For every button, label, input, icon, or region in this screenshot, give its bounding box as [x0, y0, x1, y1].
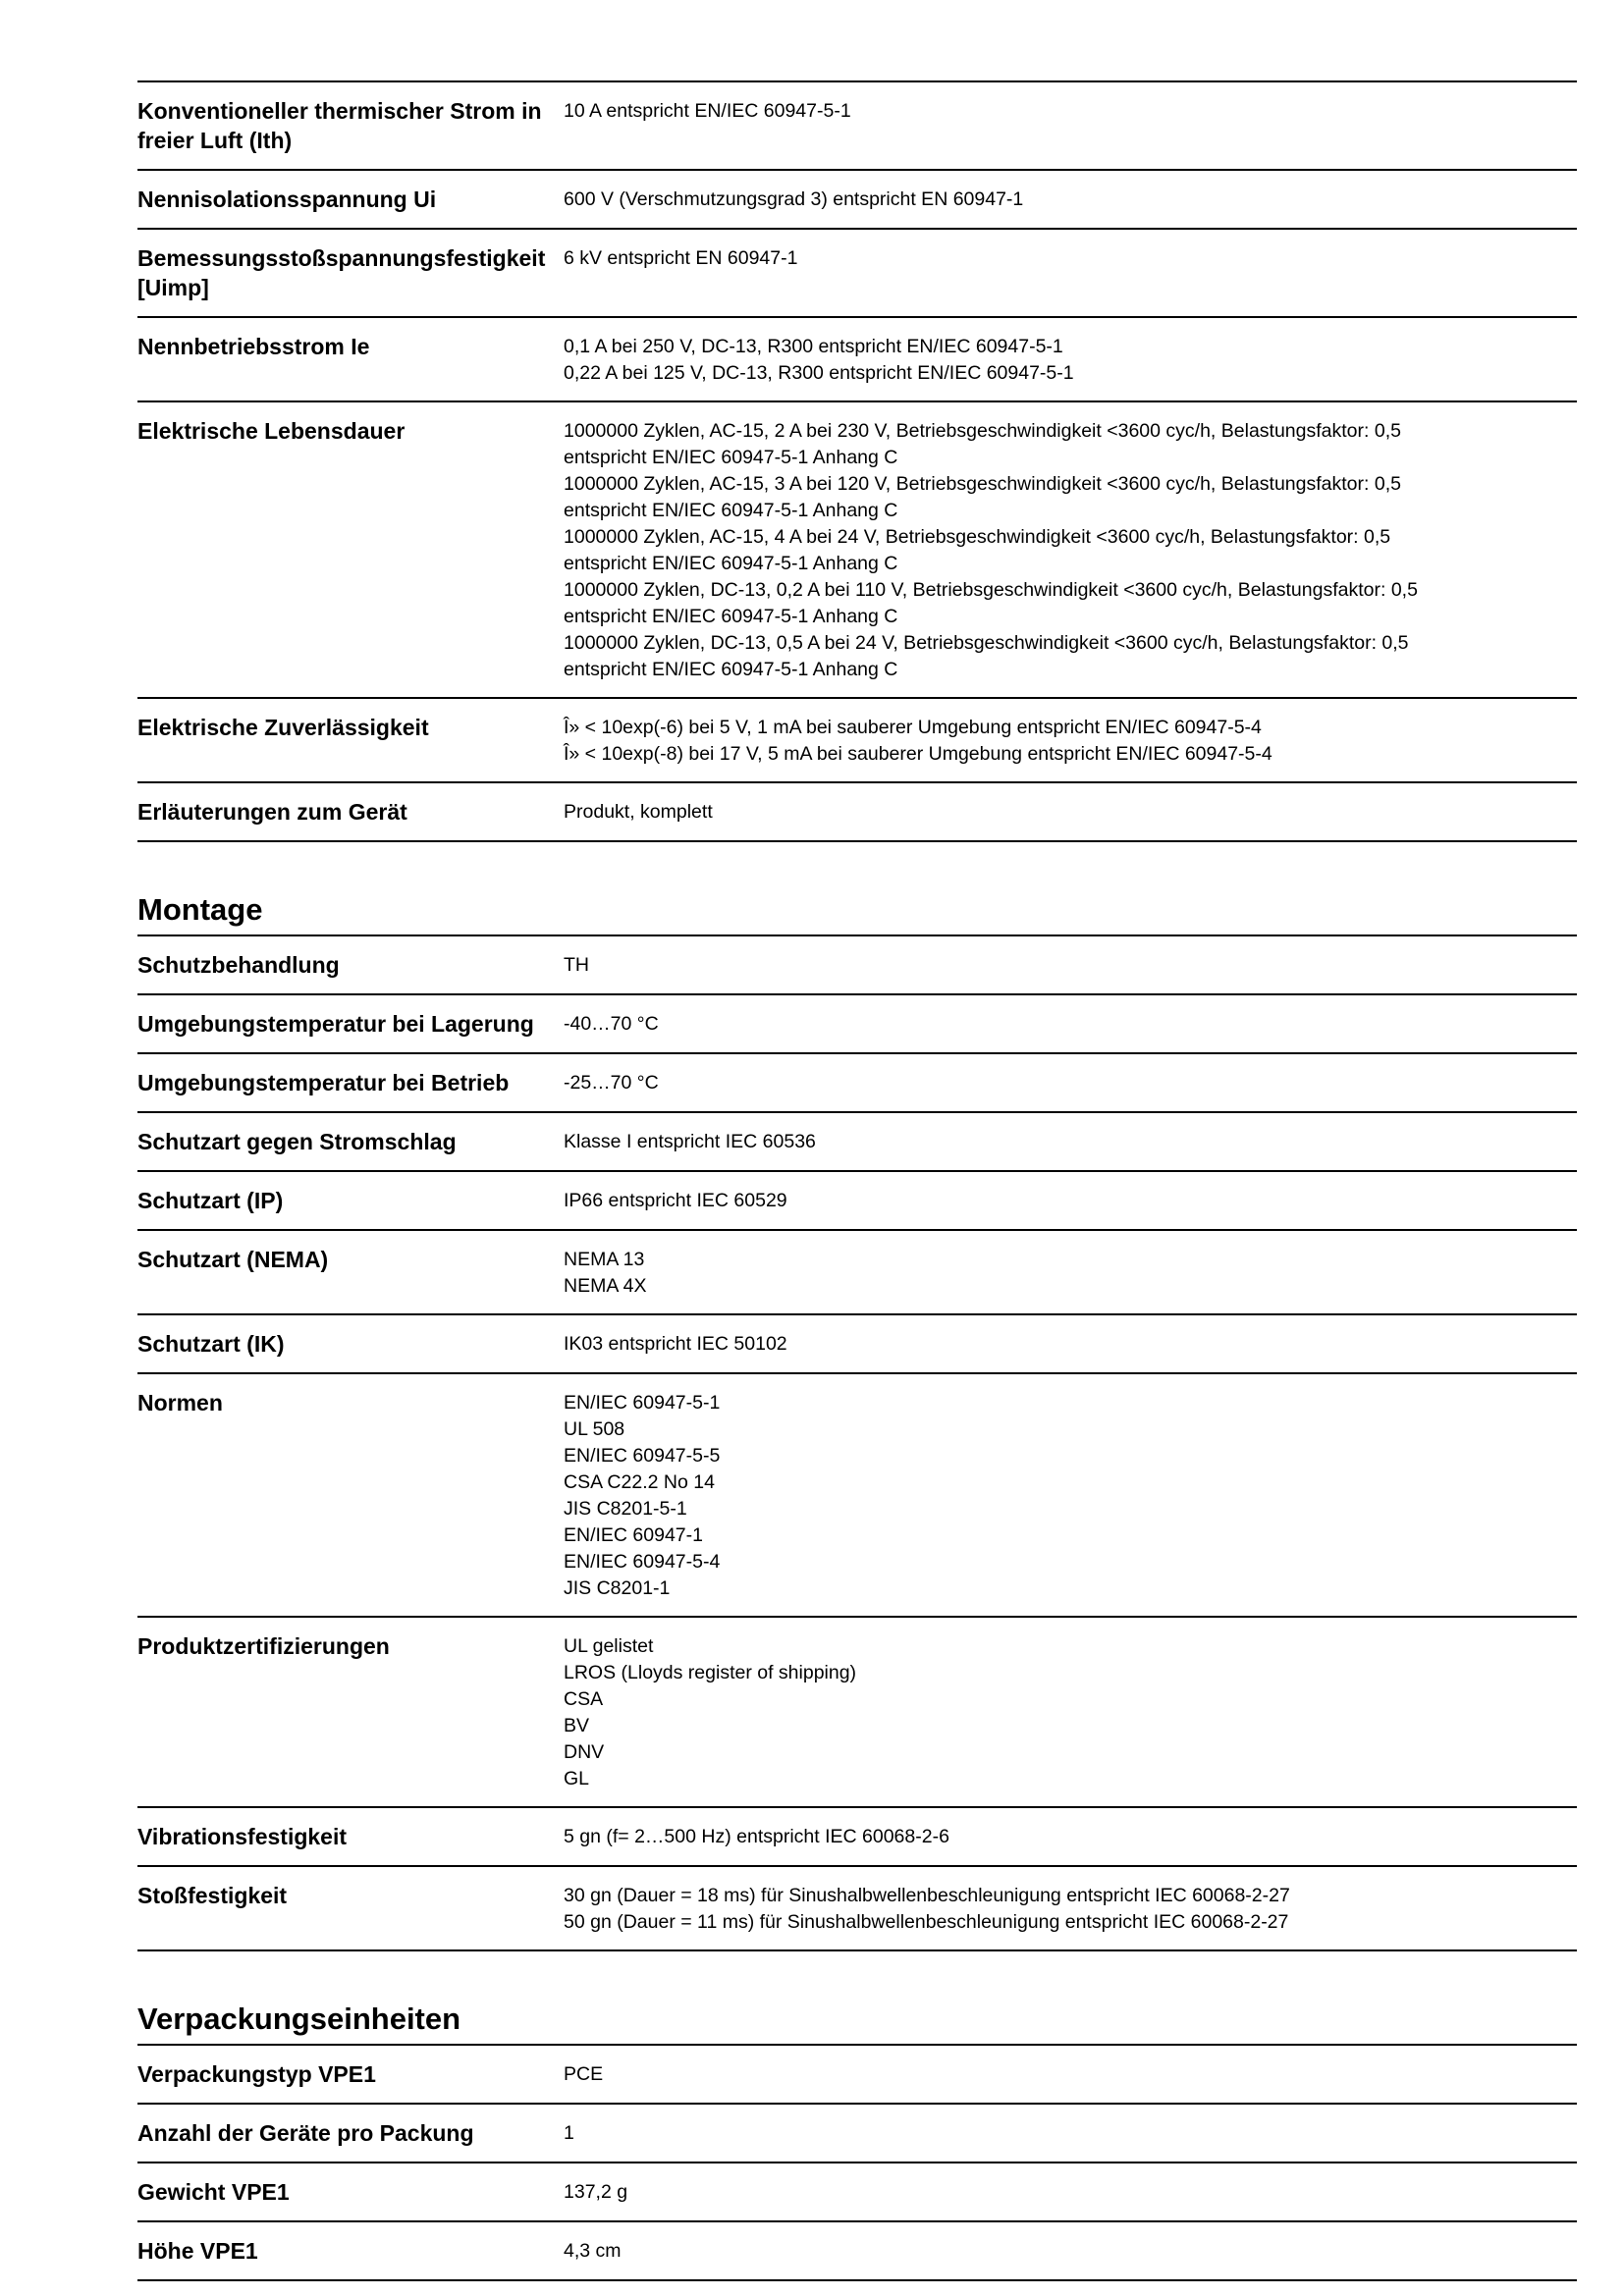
spec-row: [137, 783, 1577, 842]
spec-values: [564, 416, 1577, 683]
spec-value-line: UL 508: [564, 1418, 625, 1440]
spec-value-line: -40…70 °C: [564, 1013, 659, 1035]
spec-value-line: entspricht EN/IEC 60947-5-1 Anhang C: [564, 500, 898, 521]
spec-value-line: GL: [564, 1768, 590, 1789]
spec-value-line: entspricht EN/IEC 60947-5-1 Anhang C: [564, 659, 898, 680]
spec-value-line: NEMA 4X: [564, 1275, 647, 1297]
spec-value-line: entspricht EN/IEC 60947-5-1 Anhang C: [564, 606, 898, 627]
spec-value-line: 4,3 cm: [564, 2240, 622, 2262]
spec-row: [137, 2222, 1577, 2281]
spec-value-line: UL gelistet: [564, 1635, 654, 1657]
spec-value-line: -25…70 °C: [564, 1072, 659, 1094]
spec-value-line: CSA: [564, 1688, 604, 1710]
montage-section: [137, 891, 1577, 1951]
spec-value-line: EN/IEC 60947-5-5: [564, 1445, 721, 1467]
spec-values: [564, 1127, 1577, 1156]
spec-row: [137, 1374, 1577, 1618]
spec-values: [564, 950, 1577, 980]
spec-values: [564, 1245, 1577, 1300]
spec-value-line: 0,1 A bei 250 V, DC-13, R300 entspricht EN/IEC 60947-5-1: [564, 336, 1063, 357]
spec-value-line: Klasse I entspricht IEC 60536: [564, 1131, 816, 1152]
spec-row: [137, 1618, 1577, 1808]
montage-title: Montage: [137, 891, 1577, 936]
spec-value-line: CSA C22.2 No 14: [564, 1471, 715, 1493]
spec-value-line: JIS C8201-1: [564, 1577, 671, 1599]
spec-row: [137, 1315, 1577, 1374]
spec-row: [137, 2105, 1577, 2163]
spec-value-line: EN/IEC 60947-5-4: [564, 1551, 721, 1573]
spec-sheet: [137, 80, 1577, 2281]
spec-row: [137, 1113, 1577, 1172]
spec-values: [564, 1881, 1577, 1936]
spec-label: Elektrische Lebensdauer: [137, 418, 406, 444]
spec-value-line: BV: [564, 1715, 590, 1736]
spec-value-line: Produkt, komplett: [564, 801, 713, 823]
spec-label: Verpackungstyp VPE1: [137, 2061, 376, 2087]
spec-value-line: 1000000 Zyklen, DC-13, 0,2 A bei 110 V, Betriebsgeschwindigkeit <3600 cyc/h, Belastungsfaktor: 0,5: [564, 579, 1418, 601]
spec-label: Konventioneller thermischer Strom in freier Luft (Ith): [137, 98, 542, 153]
spec-value-line: 1: [564, 2122, 574, 2144]
general-specs-table: [137, 82, 1577, 842]
spec-row: [137, 1231, 1577, 1315]
spec-value-line: Î» < 10exp(-6) bei 5 V, 1 mA bei sauberer Umgebung entspricht EN/IEC 60947-5-4: [564, 717, 1262, 738]
spec-value-line: 1000000 Zyklen, DC-13, 0,5 A bei 24 V, Betriebsgeschwindigkeit <3600 cyc/h, Belastungsfaktor: 0,5: [564, 632, 1409, 654]
spec-label: Erläuterungen zum Gerät: [137, 799, 407, 825]
spec-values: [564, 96, 1577, 155]
spec-value-line: EN/IEC 60947-5-1: [564, 1392, 721, 1414]
spec-label: Produktzertifizierungen: [137, 1633, 390, 1659]
spec-value-line: 6 kV entspricht EN 60947-1: [564, 247, 798, 269]
verpackung-section: [137, 2001, 1577, 2281]
spec-values: [564, 2177, 1577, 2207]
spec-label: Nennisolationsspannung Ui: [137, 187, 437, 212]
spec-value-line: EN/IEC 60947-1: [564, 1524, 703, 1546]
spec-row: [137, 2046, 1577, 2105]
spec-value-line: PCE: [564, 2063, 604, 2085]
spec-value-line: 30 gn (Dauer = 18 ms) für Sinushalbwellenbeschleunigung entspricht IEC 60068-2-27: [564, 1885, 1290, 1906]
spec-value-line: IP66 entspricht IEC 60529: [564, 1190, 787, 1211]
spec-values: [564, 1329, 1577, 1359]
spec-value-line: 10 A entspricht EN/IEC 60947-5-1: [564, 100, 851, 122]
spec-row: [137, 1054, 1577, 1113]
spec-values: [564, 1186, 1577, 1215]
spec-label: Umgebungstemperatur bei Lagerung: [137, 1011, 534, 1037]
spec-values: [564, 243, 1577, 302]
spec-value-line: Î» < 10exp(-8) bei 17 V, 5 mA bei sauberer Umgebung entspricht EN/IEC 60947-5-4: [564, 743, 1272, 765]
spec-value-line: 1000000 Zyklen, AC-15, 4 A bei 24 V, Betriebsgeschwindigkeit <3600 cyc/h, Belastungsfaktor: 0,5: [564, 526, 1391, 548]
spec-value-line: IK03 entspricht IEC 50102: [564, 1333, 787, 1355]
spec-label: Schutzart (NEMA): [137, 1247, 329, 1272]
spec-label: Schutzart gegen Stromschlag: [137, 1129, 457, 1154]
spec-row: [137, 2163, 1577, 2222]
spec-row: [137, 402, 1577, 699]
verpackung-table: [137, 2046, 1577, 2281]
spec-row: [137, 230, 1577, 318]
spec-values: [564, 1388, 1577, 1602]
spec-values: [564, 713, 1577, 768]
spec-label: Anzahl der Geräte pro Packung: [137, 2120, 474, 2146]
spec-values: [564, 2236, 1577, 2266]
spec-label: Vibrationsfestigkeit: [137, 1824, 348, 1849]
spec-value-line: 1000000 Zyklen, AC-15, 2 A bei 230 V, Betriebsgeschwindigkeit <3600 cyc/h, Belastungsfaktor: 0,5: [564, 420, 1401, 442]
spec-row: [137, 318, 1577, 402]
spec-label: Stoßfestigkeit: [137, 1883, 288, 1908]
spec-value-line: DNV: [564, 1741, 605, 1763]
spec-label: Schutzart (IP): [137, 1188, 284, 1213]
spec-value-line: entspricht EN/IEC 60947-5-1 Anhang C: [564, 447, 898, 468]
spec-value-line: NEMA 13: [564, 1249, 645, 1270]
spec-label: Bemessungsstoßspannungsfestigkeit [Uimp]: [137, 245, 546, 300]
spec-value-line: LROS (Lloyds register of shipping): [564, 1662, 857, 1683]
spec-label: Umgebungstemperatur bei Betrieb: [137, 1070, 510, 1095]
spec-values: [564, 1068, 1577, 1097]
spec-label: Schutzbehandlung: [137, 952, 340, 978]
spec-value-line: 137,2 g: [564, 2181, 628, 2203]
spec-row: [137, 936, 1577, 995]
spec-value-line: 1000000 Zyklen, AC-15, 3 A bei 120 V, Betriebsgeschwindigkeit <3600 cyc/h, Belastungsfaktor: 0,5: [564, 473, 1401, 495]
montage-table: [137, 936, 1577, 1951]
spec-row: [137, 1867, 1577, 1951]
spec-label: Elektrische Zuverlässigkeit: [137, 715, 429, 740]
general-specs-section: [137, 80, 1577, 842]
spec-value-line: 50 gn (Dauer = 11 ms) für Sinushalbwellenbeschleunigung entspricht IEC 60068-2-27: [564, 1911, 1289, 1933]
spec-value-line: TH: [564, 954, 589, 976]
spec-row: [137, 82, 1577, 171]
spec-value-line: 5 gn (f= 2…500 Hz) entspricht IEC 60068-2-6: [564, 1826, 949, 1847]
spec-values: [564, 2118, 1577, 2148]
spec-row: [137, 995, 1577, 1054]
spec-value-line: 600 V (Verschmutzungsgrad 3) entspricht EN 60947-1: [564, 188, 1024, 210]
spec-label: Nennbetriebsstrom Ie: [137, 334, 370, 359]
spec-values: [564, 1009, 1577, 1039]
spec-value-line: entspricht EN/IEC 60947-5-1 Anhang C: [564, 553, 898, 574]
spec-values: [564, 1631, 1577, 1792]
spec-values: [564, 332, 1577, 387]
spec-values: [564, 797, 1577, 827]
spec-label: Schutzart (IK): [137, 1331, 285, 1357]
spec-row: [137, 1808, 1577, 1867]
verpackung-title: Verpackungseinheiten: [137, 2001, 1577, 2046]
spec-row: [137, 171, 1577, 230]
spec-label: Gewicht VPE1: [137, 2179, 290, 2205]
spec-values: [564, 1822, 1577, 1851]
spec-label: Normen: [137, 1390, 223, 1415]
spec-values: [564, 2059, 1577, 2089]
spec-values: [564, 185, 1577, 214]
spec-row: [137, 1172, 1577, 1231]
spec-value-line: 0,22 A bei 125 V, DC-13, R300 entspricht EN/IEC 60947-5-1: [564, 362, 1074, 384]
spec-label: Höhe VPE1: [137, 2238, 258, 2264]
spec-value-line: JIS C8201-5-1: [564, 1498, 687, 1520]
spec-row: [137, 699, 1577, 783]
